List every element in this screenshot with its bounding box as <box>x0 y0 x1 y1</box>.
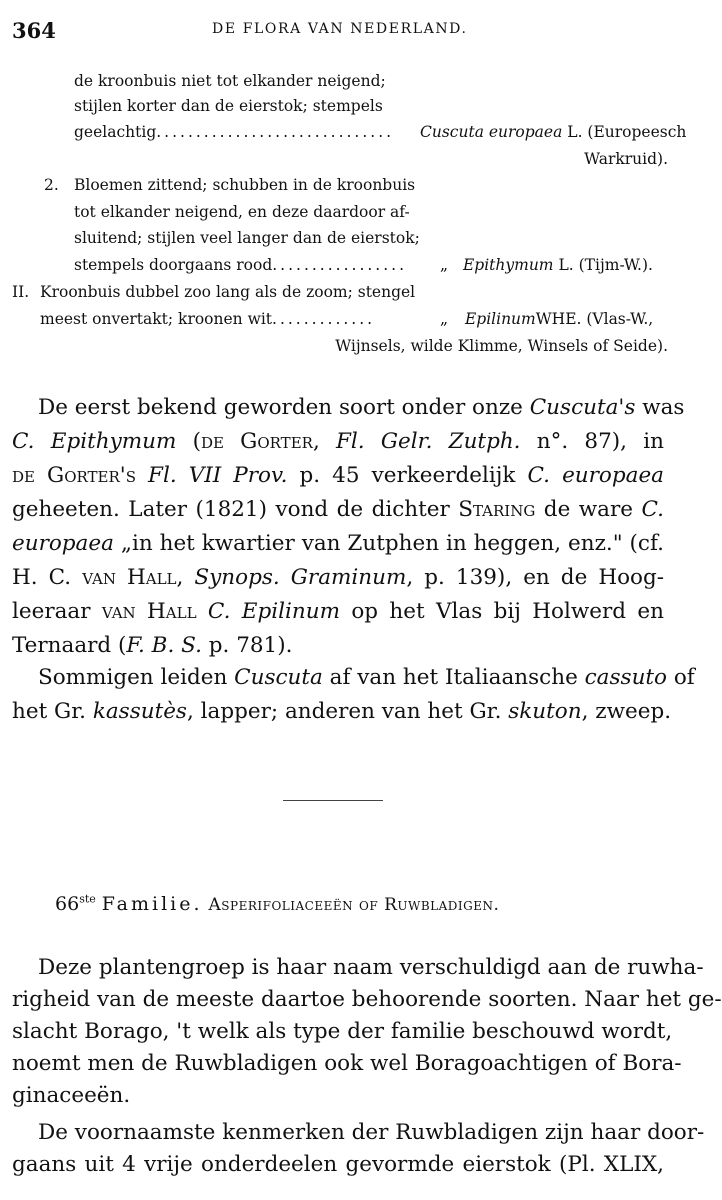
family-names: Asperifoliaceeën of Ruwbladigen. <box>208 895 500 916</box>
page-number: 364 <box>12 18 56 43</box>
key-line: Bloemen zittend; schubben in de kroonbuis <box>74 176 416 194</box>
text-line: slacht Borago, 't welk als type der familie beschouwd wordt, <box>12 1019 673 1044</box>
page-header <box>12 18 668 44</box>
text-line: H. C. van Hall, Synops. Graminum, p. 139), en de Hoog- <box>12 565 664 590</box>
key-line: sluitend; stijlen veel langer dan de eierstok; <box>74 229 420 247</box>
section-divider <box>283 800 383 801</box>
species-author: L. (Europeesch <box>567 123 687 141</box>
species-entry <box>440 310 653 328</box>
text-line: Deze plantengroep is haar naam verschuldigd aan de ruwha- <box>38 955 704 980</box>
text-line: leeraar van Hall C. Epilinum op het Vlas bij Holwerd en <box>12 599 664 624</box>
text-line: europaea „in het kwartier van Zutphen in heggen, enz." (cf. <box>12 531 664 556</box>
species-author: WHE. (Vlas-W., <box>535 310 654 328</box>
text-line: geheeten. Later (1821) vond de dichter Staring de ware C. <box>12 497 664 522</box>
species-name: Epithymum <box>462 256 554 274</box>
text-line: gaans uit 4 vrije onderdeelen gevormde eierstok (Pl. XLIX, <box>12 1152 664 1177</box>
species-author: L. (Tijm-W.). <box>558 256 653 274</box>
key-line: Warkruid). <box>584 150 668 168</box>
text-line: Ternaard (F. B. S. p. 781). <box>12 633 293 658</box>
leader-dots: ............. <box>272 310 376 328</box>
text-line: De voornaamste kenmerken der Ruwbladigen zijn haar door- <box>38 1120 705 1145</box>
text-line: De eerst bekend geworden soort onder onze Cuscuta's was <box>38 395 685 420</box>
text-line: de Gorter's Fl. VII Prov. p. 45 verkeerdelijk C. europaea <box>12 463 664 488</box>
species-entry <box>420 123 686 141</box>
running-title: DE FLORA VAN NEDERLAND. <box>212 21 468 37</box>
species-name: Cuscuta europaea <box>420 123 563 141</box>
family-number: 66ste <box>55 893 96 916</box>
key-number: 2. <box>44 176 59 194</box>
key-line: de kroonbuis niet tot elkander neigend; <box>74 72 386 90</box>
leader-dots: ................. <box>272 256 408 274</box>
text-line: Sommigen leiden Cuscuta af van het Italiaansche cassuto of <box>38 665 695 690</box>
key-line: tot elkander neigend, en deze daardoor af- <box>74 203 410 221</box>
leader-dots: .............................. <box>156 123 395 141</box>
species-entry <box>440 256 653 274</box>
ditto-mark: „ <box>440 310 449 328</box>
text-line: het Gr. kassutès, lapper; anderen van het Gr. skuton, zweep. <box>12 699 672 724</box>
ditto-mark: „ <box>440 256 449 274</box>
key-number: II. <box>12 283 30 301</box>
key-line: stempels doorgaans rood................. <box>74 256 408 274</box>
key-line: Kroonbuis dubbel zoo lang als de zoom; stengel <box>40 283 416 301</box>
key-line: meest onvertakt; kroonen wit............. <box>40 310 376 328</box>
key-line: Wijnsels, wilde Klimme, Winsels of Seide). <box>335 337 668 355</box>
key-line: geelachtig.............................. <box>74 123 395 141</box>
family-label: Familie. <box>101 893 203 916</box>
text-line: righeid van de meeste daartoe behoorende soorten. Naar het ge- <box>12 987 722 1012</box>
family-heading <box>55 893 499 915</box>
text-line: noemt men de Ruwbladigen ook wel Boragoachtigen of Bora- <box>12 1051 682 1076</box>
species-name: Epilinum <box>464 310 536 328</box>
key-line: stijlen korter dan de eierstok; stempels <box>74 97 383 115</box>
text-line: C. Epithymum (de Gorter, Fl. Gelr. Zutph. n°. 87), in <box>12 429 664 454</box>
text-line: ginaceeën. <box>12 1083 131 1108</box>
